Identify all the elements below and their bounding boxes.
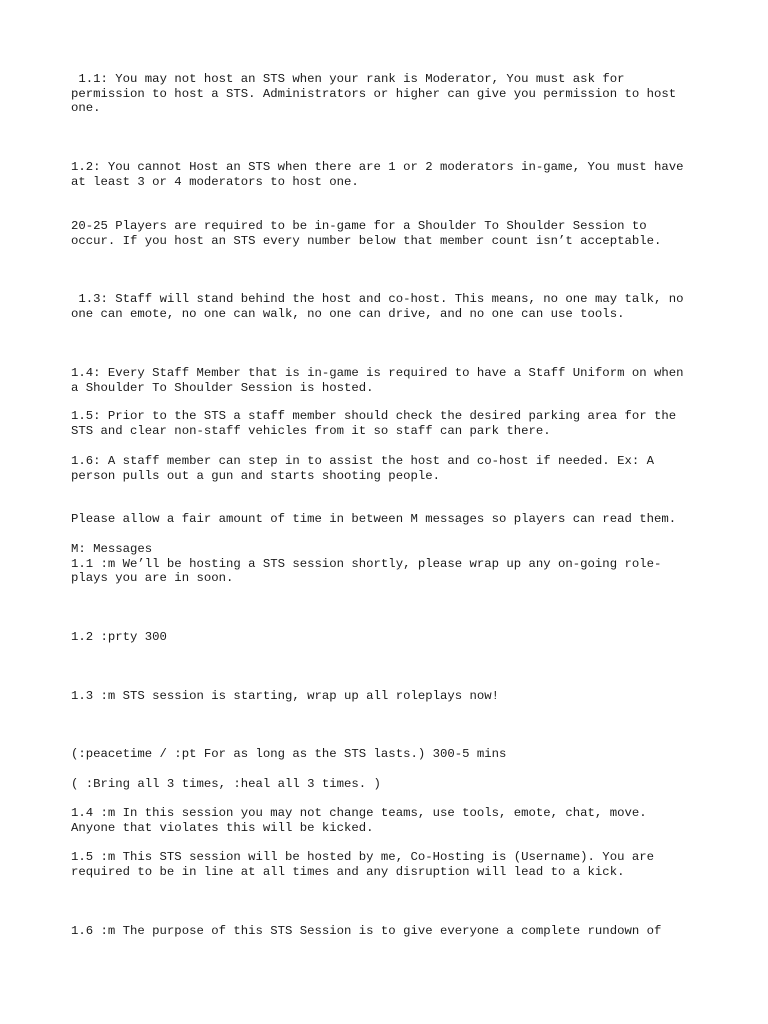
bring-heal-note: ( :Bring all 3 times, :heal all 3 times. )	[71, 777, 381, 791]
message-1-6: 1.6 :m The purpose of this STS Session is to give everyone a complete rundown of	[71, 924, 662, 938]
message-1-3: 1.3 :m STS session is starting, wrap up all roleplays now!	[71, 689, 500, 703]
message-1-2: 1.2 :prty 300	[71, 630, 167, 644]
rule-1-6: 1.6: A staff member can step in to assist the host and co-host if needed. Ex: A person pulls out a gun and starts shooting people.	[71, 454, 654, 483]
peacetime-note: (:peacetime / :pt For as long as the STS lasts.) 300-5 mins	[71, 747, 507, 761]
message-1-5: 1.5 :m This STS session will be hosted by me, Co-Hosting is (Username). You are required to be in line at all times and any disruption will lead to a kick.	[71, 850, 654, 879]
message-1-1: M: Messages 1.1 :m We’ll be hosting a STS session shortly, please wrap up any on-going role- plays you are in soon.	[71, 542, 662, 586]
message-1-4: 1.4 :m In this session you may not change teams, use tools, emote, chat, move. Anyone that violates this will be kicked.	[71, 806, 647, 835]
rule-1-3: 1.3: Staff will stand behind the host and co-host. This means, no one may talk, no one can emote, no one can walk, no one can drive, and no one can use tools.	[71, 292, 684, 321]
rule-1-4: 1.4: Every Staff Member that is in-game is required to have a Staff Uniform on when a Shoulder To Shoulder Session is hosted.	[71, 366, 684, 395]
rule-1-2: 1.2: You cannot Host an STS when there are 1 or 2 moderators in-game, You must have at least 3 or 4 moderators to host one.	[71, 160, 684, 189]
rule-1-1: 1.1: You may not host an STS when your rank is Moderator, You must ask for permission to host a STS. Administrators or higher can give you permission to host one.	[71, 72, 677, 116]
players-required-note: 20-25 Players are required to be in-game for a Shoulder To Shoulder Session to occur. If you host an STS every number below that member count isn’t acceptable.	[71, 219, 662, 248]
rule-1-5: 1.5: Prior to the STS a staff member should check the desired parking area for the STS and clear non-staff vehicles from it so staff can park there.	[71, 409, 677, 438]
messages-timing-note: Please allow a fair amount of time in between M messages so players can read them.	[71, 512, 677, 526]
